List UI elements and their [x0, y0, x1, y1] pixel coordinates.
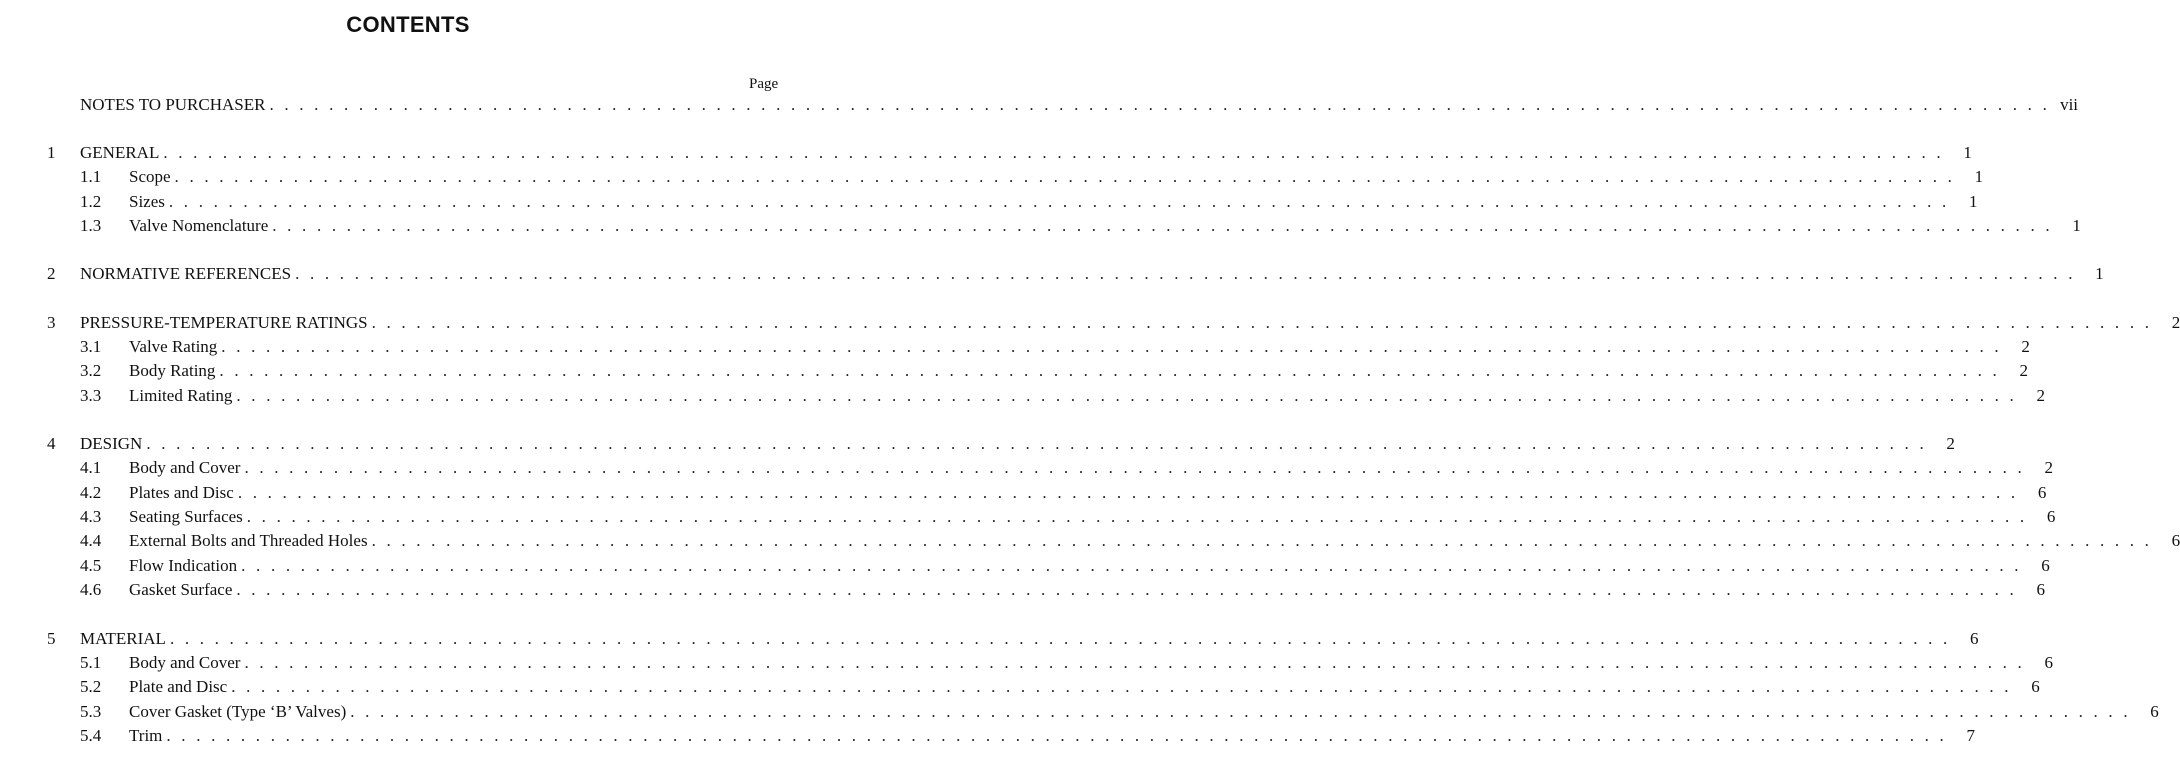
- page-number: 6: [2031, 677, 2040, 696]
- toc-entry[interactable]: [80, 529, 2180, 553]
- toc-entry-text: Limited Rating: [129, 386, 233, 405]
- subsection-number: 5.3: [80, 702, 102, 721]
- subsection-number: 4.1: [80, 458, 102, 477]
- toc-entry-text: PRESSURE-TEMPERATURE RATINGS: [80, 313, 368, 332]
- toc-entry-title: [80, 432, 142, 456]
- subsection-number: 3.2: [80, 361, 102, 380]
- toc-entry[interactable]: [80, 700, 2159, 724]
- dot-leader: . . . . . . . . . . . . . . . . . . . . . . . . . . . . . . . . . . . . . . . . . . . . . . . . . . . . . . . . . . . . . . . . . . . . . . . . . . . . . . . . . . . . . . . . . . . . . . . . . . . . . . . . . . . . . . . . . . . . . . . .: [236, 580, 2017, 599]
- section-number: 3: [47, 313, 56, 332]
- toc-entry-title: [80, 675, 227, 699]
- page-number: 2: [2171, 313, 2180, 332]
- toc-entry-text: Body and Cover: [129, 653, 241, 672]
- toc-entry-title: [80, 724, 162, 748]
- toc-entry-text: Valve Rating: [129, 337, 218, 356]
- page-number: 6: [2171, 531, 2180, 550]
- toc-entry-text: Scope: [129, 167, 171, 186]
- toc-entry[interactable]: [47, 311, 2180, 335]
- toc-entry-title: [80, 481, 234, 505]
- page-number: 2: [2044, 458, 2053, 477]
- toc-entry-text: Gasket Surface: [129, 580, 233, 599]
- dot-leader: . . . . . . . . . . . . . . . . . . . . . . . . . . . . . . . . . . . . . . . . . . . . . . . . . . . . . . . . . . . . . . . . . . . . . . . . . . . . . . . . . . . . . . . . . . . . . . . . . . . . . . . . . . . . . . . . . . . . . . . .: [146, 434, 1927, 453]
- page-number: vii: [2060, 95, 2079, 114]
- toc-entry[interactable]: [80, 93, 2079, 117]
- toc-entry-text: Valve Nomenclature: [129, 216, 269, 235]
- page-number: 6: [1970, 629, 1979, 648]
- dot-leader: . . . . . . . . . . . . . . . . . . . . . . . . . . . . . . . . . . . . . . . . . . . . . . . . . . . . . . . . . . . . . . . . . . . . . . . . . . . . . . . . . . . . . . . . . . . . . . . . . . . . . . . . . . . . . . . . . . . . . . . .: [231, 677, 2012, 696]
- toc-entry-title: [80, 311, 368, 335]
- page-number: 1: [1968, 192, 1978, 211]
- toc-entry-text: MATERIAL: [80, 629, 166, 648]
- toc-entry-text: Plates and Disc: [129, 483, 234, 502]
- dot-leader: . . . . . . . . . . . . . . . . . . . . . . . . . . . . . . . . . . . . . . . . . . . . . . . . . . . . . . . . . . . . . . . . . . . . . . . . . . . . . . . . . . . . . . . . . . . . . . . . . . . . . . . . . . . . . . . . . . . . . . . .: [371, 531, 2153, 550]
- toc-entry-title: [80, 529, 368, 553]
- subsection-number: 4.3: [80, 507, 102, 526]
- toc-entry-title: [80, 335, 217, 359]
- dot-leader: . . . . . . . . . . . . . . . . . . . . . . . . . . . . . . . . . . . . . . . . . . . . . . . . . . . . . . . . . . . . . . . . . . . . . . . . . . . . . . . . . . . . . . . . . . . . . . . . . . . . . . . . . . . . . . . . . . . . . . . .: [237, 483, 2019, 502]
- toc-entry-title: [80, 627, 166, 651]
- page-number: 1: [1963, 143, 1972, 162]
- dot-leader: . . . . . . . . . . . . . . . . . . . . . . . . . . . . . . . . . . . . . . . . . . . . . . . . . . . . . . . . . . . . . . . . . . . . . . . . . . . . . . . . . . . . . . . . . . . . . . . . . . . . . . . . . . . . . . . . . . . . . . . .: [221, 337, 2002, 356]
- dot-leader: . . . . . . . . . . . . . . . . . . . . . . . . . . . . . . . . . . . . . . . . . . . . . . . . . . . . . . . . . . . . . . . . . . . . . . . . . . . . . . . . . . . . . . . . . . . . . . . . . . . . . . . . . . . . . . . . . . . . . . . .: [169, 629, 1951, 648]
- subsection-number: 5.2: [80, 677, 102, 696]
- dot-leader: . . . . . . . . . . . . . . . . . . . . . . . . . . . . . . . . . . . . . . . . . . . . . . . . . . . . . . . . . . . . . . . . . . . . . . . . . . . . . . . . . . . . . . . . . . . . . . . . . . . . . . . . . . . . . . . . . . . . . . . .: [246, 507, 2028, 526]
- page-number: 6: [2150, 702, 2159, 721]
- toc-entry-title: [80, 700, 346, 724]
- toc-entry-title: [80, 359, 215, 383]
- toc-entry-title: [80, 578, 232, 602]
- subsection-number: 4.5: [80, 556, 102, 575]
- section-number: 4: [47, 434, 56, 453]
- toc-entry-title: [80, 190, 165, 214]
- dot-leader: . . . . . . . . . . . . . . . . . . . . . . . . . . . . . . . . . . . . . . . . . . . . . . . . . . . . . . . . . . . . . . . . . . . . . . . . . . . . . . . . . . . . . . . . . . . . . . . . . . . . . . . . . . . . . . . . . . . . . . . .: [236, 386, 2017, 405]
- subsection-number: 5.1: [80, 653, 102, 672]
- toc-entry-text: External Bolts and Threaded Holes: [129, 531, 368, 550]
- dot-leader: . . . . . . . . . . . . . . . . . . . . . . . . . . . . . . . . . . . . . . . . . . . . . . . . . . . . . . . . . . . . . . . . . . . . . . . . . . . . . . . . . . . . . . . . . . . . . . . . . . . . . . . . . . . . . . . . . . . . . . . .: [295, 264, 2076, 283]
- toc-entry-title: [80, 505, 243, 529]
- subsection-number: 1.3: [80, 216, 102, 235]
- page-number: 6: [2044, 653, 2053, 672]
- toc-entry-text: Seating Surfaces: [129, 507, 243, 526]
- toc-entry-text: Body and Cover: [129, 458, 241, 477]
- dot-leader: . . . . . . . . . . . . . . . . . . . . . . . . . . . . . . . . . . . . . . . . . . . . . . . . . . . . . . . . . . . . . . . . . . . . . . . . . . . . . . . . . . . . . . . . . . . . . . . . . . . . . . . . . . . . . . . . . . . . . . . .: [241, 556, 2022, 575]
- toc-entry[interactable]: [80, 578, 2045, 602]
- page-number: 6: [2046, 507, 2056, 526]
- subsection-number: 5.4: [80, 726, 102, 745]
- page-number: 6: [2036, 580, 2045, 599]
- toc-entry-title: [80, 554, 237, 578]
- toc-entry-title: [80, 384, 232, 408]
- subsection-number: 4.6: [80, 580, 102, 599]
- toc-entry[interactable]: [80, 651, 2053, 675]
- page-number: 2: [2021, 337, 2030, 356]
- toc-entry-text: Cover Gasket (Type ‘B’ Valves): [129, 702, 347, 721]
- toc-entry[interactable]: [80, 675, 2040, 699]
- dot-leader: . . . . . . . . . . . . . . . . . . . . . . . . . . . . . . . . . . . . . . . . . . . . . . . . . . . . . . . . . . . . . . . . . . . . . . . . . . . . . . . . . . . . . . . . . . . . . . . . . . . . . . . . . . . . . . . . . . . . . . . .: [244, 653, 2025, 672]
- dot-leader: . . . . . . . . . . . . . . . . . . . . . . . . . . . . . . . . . . . . . . . . . . . . . . . . . . . . . . . . . . . . . . . . . . . . . . . . . . . . . . . . . . . . . . . . . . . . . . . . . . . . . . . . . . . . . . . . . . . . . . . .: [269, 95, 2051, 114]
- page-number: 7: [1966, 726, 1975, 745]
- page-number: 1: [1974, 167, 1984, 186]
- subsection-number: 1.1: [80, 167, 102, 186]
- page-number: 2: [1946, 434, 1955, 453]
- toc-entry-text: Flow Indication: [129, 556, 238, 575]
- dot-leader: . . . . . . . . . . . . . . . . . . . . . . . . . . . . . . . . . . . . . . . . . . . . . . . . . . . . . . . . . . . . . . . . . . . . . . . . . . . . . . . . . . . . . . . . . . . . . . . . . . . . . . . . . . . . . . . . . . . . . . . .: [166, 726, 1947, 745]
- toc-entry-text: NORMATIVE REFERENCES: [80, 264, 292, 283]
- toc-entry-text: Sizes: [129, 192, 165, 211]
- toc-entry-text: Plate and Disc: [129, 677, 228, 696]
- dot-leader: . . . . . . . . . . . . . . . . . . . . . . . . . . . . . . . . . . . . . . . . . . . . . . . . . . . . . . . . . . . . . . . . . . . . . . . . . . . . . . . . . . . . . . . . . . . . . . . . . . . . . . . . . . . . . . . . . . . . . . . .: [371, 313, 2153, 332]
- section-number: 2: [47, 264, 56, 283]
- dot-leader: . . . . . . . . . . . . . . . . . . . . . . . . . . . . . . . . . . . . . . . . . . . . . . . . . . . . . . . . . . . . . . . . . . . . . . . . . . . . . . . . . . . . . . . . . . . . . . . . . . . . . . . . . . . . . . . . . . . . . . . .: [219, 361, 2000, 380]
- dot-leader: . . . . . . . . . . . . . . . . . . . . . . . . . . . . . . . . . . . . . . . . . . . . . . . . . . . . . . . . . . . . . . . . . . . . . . . . . . . . . . . . . . . . . . . . . . . . . . . . . . . . . . . . . . . . . . . . . . . . . . . .: [168, 192, 1950, 211]
- toc-entry[interactable]: [80, 456, 2053, 480]
- toc-entry[interactable]: [80, 384, 2045, 408]
- toc-entry-title: [80, 262, 291, 286]
- section-number: 1: [47, 143, 56, 162]
- toc-entry-title: [80, 165, 171, 189]
- toc-entry[interactable]: [80, 214, 2081, 238]
- subsection-number: 3.1: [80, 337, 102, 356]
- toc-entry[interactable]: [80, 724, 1975, 748]
- toc-entry[interactable]: [80, 359, 2028, 383]
- toc-entry[interactable]: [80, 190, 1978, 214]
- toc-entry[interactable]: [80, 554, 2050, 578]
- section-number: 5: [47, 629, 56, 648]
- toc-entry[interactable]: [47, 627, 1979, 651]
- toc-entry[interactable]: [47, 432, 1955, 456]
- toc-entry[interactable]: [47, 262, 2104, 286]
- dot-leader: . . . . . . . . . . . . . . . . . . . . . . . . . . . . . . . . . . . . . . . . . . . . . . . . . . . . . . . . . . . . . . . . . . . . . . . . . . . . . . . . . . . . . . . . . . . . . . . . . . . . . . . . . . . . . . . . . . . . . . . .: [163, 143, 1944, 162]
- subsection-number: 4.4: [80, 531, 102, 550]
- dot-leader: . . . . . . . . . . . . . . . . . . . . . . . . . . . . . . . . . . . . . . . . . . . . . . . . . . . . . . . . . . . . . . . . . . . . . . . . . . . . . . . . . . . . . . . . . . . . . . . . . . . . . . . . . . . . . . . . . . . . . . . .: [174, 167, 1956, 186]
- toc-entry-text: DESIGN: [80, 434, 143, 453]
- toc-entry-text: Trim: [129, 726, 163, 745]
- subsection-number: 1.2: [80, 192, 102, 211]
- page-number: 2: [2019, 361, 2028, 380]
- page-number: 2: [2036, 386, 2045, 405]
- subsection-number: 4.2: [80, 483, 102, 502]
- toc-entry-text: Body Rating: [129, 361, 216, 380]
- toc-entry[interactable]: [80, 335, 2030, 359]
- toc-entry-title: [80, 214, 268, 238]
- toc-entry-title: [80, 456, 240, 480]
- toc-entry-text: GENERAL: [80, 143, 160, 162]
- page-number: 1: [2095, 264, 2104, 283]
- page-column-label: Page: [749, 76, 779, 92]
- dot-leader: . . . . . . . . . . . . . . . . . . . . . . . . . . . . . . . . . . . . . . . . . . . . . . . . . . . . . . . . . . . . . . . . . . . . . . . . . . . . . . . . . . . . . . . . . . . . . . . . . . . . . . . . . . . . . . . . . . . . . . . .: [350, 702, 2131, 721]
- subsection-number: 3.3: [80, 386, 102, 405]
- page-title: CONTENTS: [346, 12, 470, 37]
- dot-leader: . . . . . . . . . . . . . . . . . . . . . . . . . . . . . . . . . . . . . . . . . . . . . . . . . . . . . . . . . . . . . . . . . . . . . . . . . . . . . . . . . . . . . . . . . . . . . . . . . . . . . . . . . . . . . . . . . . . . . . . .: [272, 216, 2053, 235]
- toc-entry-title: [80, 93, 265, 117]
- toc-entry-title: [80, 141, 159, 165]
- toc-entry-text: NOTES TO PURCHASER: [80, 95, 266, 114]
- toc-entry-title: [80, 651, 240, 675]
- toc-entry[interactable]: [80, 481, 2047, 505]
- page-number: 1: [2072, 216, 2081, 235]
- toc-entry[interactable]: [47, 141, 1972, 165]
- page-number: 6: [2041, 556, 2050, 575]
- dot-leader: . . . . . . . . . . . . . . . . . . . . . . . . . . . . . . . . . . . . . . . . . . . . . . . . . . . . . . . . . . . . . . . . . . . . . . . . . . . . . . . . . . . . . . . . . . . . . . . . . . . . . . . . . . . . . . . . . . . . . . . .: [244, 458, 2025, 477]
- page-number: 6: [2037, 483, 2047, 502]
- toc-entry[interactable]: [80, 505, 2056, 529]
- toc-entry[interactable]: [80, 165, 1984, 189]
